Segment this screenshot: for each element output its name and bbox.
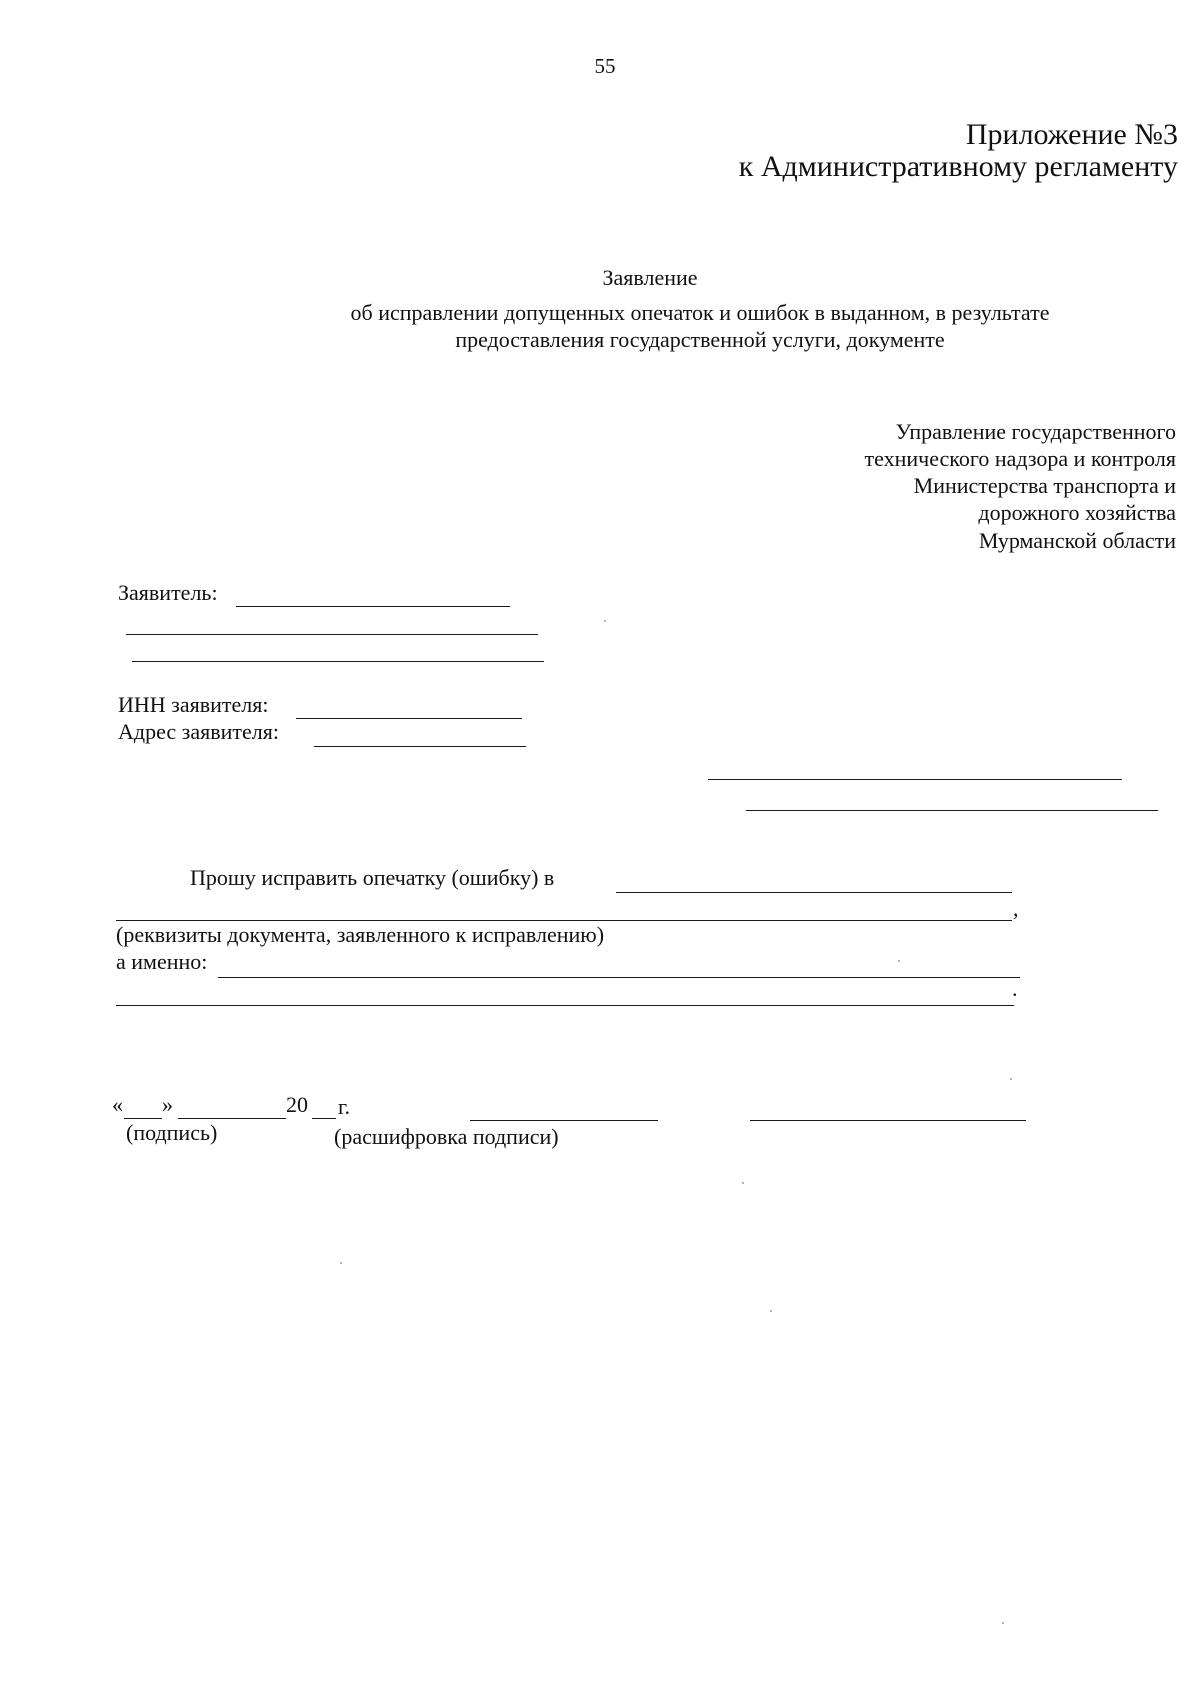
date-month-field[interactable] xyxy=(178,1118,286,1119)
document-subtitle-line-1: об исправлении допущенных опечаток и ошибок в выданном, в результате xyxy=(350,300,1050,325)
inn-label: ИНН заявителя: xyxy=(118,692,269,717)
signature-decoding-field[interactable] xyxy=(750,1120,1026,1121)
namely-label: а именно: xyxy=(116,949,208,974)
addressee-line-1: Управление государственного xyxy=(895,419,1176,444)
inn-field[interactable] xyxy=(296,718,522,719)
right-blank-field-2[interactable] xyxy=(746,810,1158,811)
applicant-extra-field-2[interactable] xyxy=(132,661,544,662)
scan-speck xyxy=(742,1182,744,1184)
comma-mark: , xyxy=(1013,896,1019,921)
date-open-quote: « xyxy=(112,1092,123,1117)
scan-speck xyxy=(340,1262,342,1264)
addressee-line-5: Мурманской области xyxy=(978,528,1176,553)
document-title: Заявление xyxy=(602,265,698,290)
scan-speck xyxy=(604,620,606,622)
scan-speck xyxy=(770,1310,772,1312)
document-reference-field[interactable] xyxy=(616,892,1012,893)
date-year-field[interactable] xyxy=(312,1118,336,1119)
signature-decoding-caption: (расшифровка подписи) xyxy=(334,1124,559,1149)
scan-speck xyxy=(1010,1078,1012,1080)
date-day-field[interactable] xyxy=(124,1118,162,1119)
addressee-line-4: дорожного хозяйства xyxy=(978,500,1176,525)
requisites-note: (реквизиты документа, заявленного к исправлению) xyxy=(116,922,605,947)
appendix-title: Приложение №3 xyxy=(965,118,1178,151)
signature-caption: (подпись) xyxy=(126,1120,218,1145)
right-blank-field-1[interactable] xyxy=(708,779,1122,780)
addressee-line-3: Министерства транспорта и xyxy=(913,473,1176,498)
correction-details-field-1[interactable] xyxy=(218,977,1020,978)
address-label: Адрес заявителя: xyxy=(118,719,279,744)
correction-details-field-2[interactable] xyxy=(116,1005,1014,1006)
document-subtitle-line-2: предоставления государственной услуги, документе xyxy=(455,327,945,352)
page-number: 55 xyxy=(594,54,616,78)
applicant-name-field[interactable] xyxy=(236,606,510,607)
applicant-label: Заявитель: xyxy=(118,580,218,605)
addressee-line-2: технического надзора и контроля xyxy=(864,446,1176,471)
year-prefix: 20 xyxy=(286,1092,308,1117)
applicant-extra-field-1[interactable] xyxy=(126,634,538,635)
document-requisites-field[interactable] xyxy=(116,920,1012,921)
year-suffix: г. xyxy=(338,1094,351,1119)
period-mark: . xyxy=(1012,976,1018,1001)
signature-field[interactable] xyxy=(470,1120,658,1121)
scan-speck xyxy=(898,960,900,962)
appendix-subtitle: к Административному регламенту xyxy=(738,150,1178,183)
scan-speck xyxy=(1002,1622,1004,1624)
request-text: Прошу исправить опечатку (ошибку) в xyxy=(190,865,555,890)
date-close-quote: » xyxy=(162,1092,173,1117)
address-field[interactable] xyxy=(314,746,526,747)
